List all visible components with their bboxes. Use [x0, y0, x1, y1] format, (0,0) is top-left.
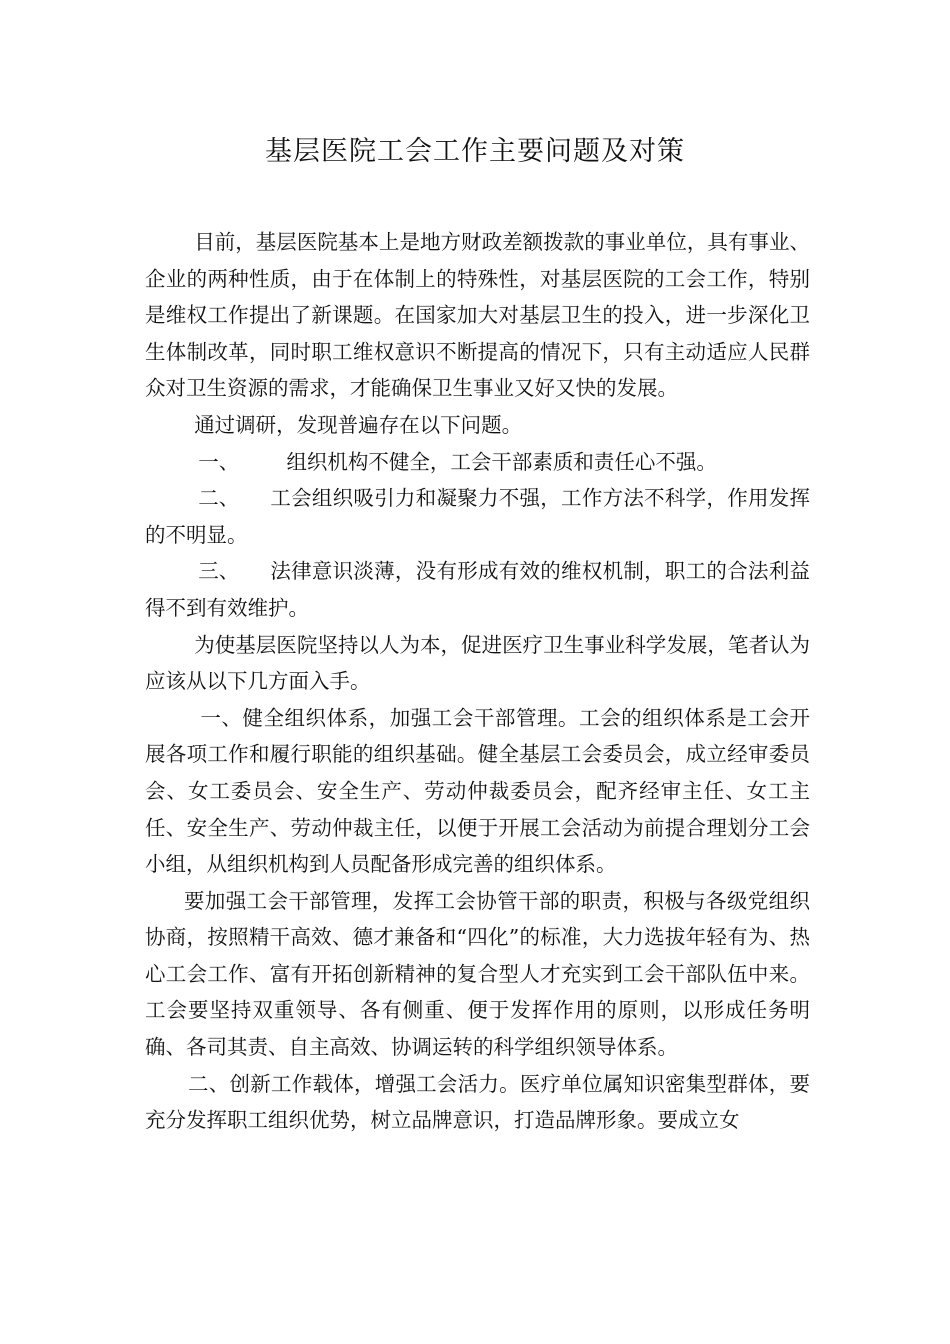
problem-number: 一、 — [198, 449, 240, 474]
problem-text: 组织机构不健全，工会干部素质和责任心不强。 — [286, 449, 717, 474]
problem-item-1 — [145, 444, 810, 481]
measure-2-paragraph: 二、创新工作载体，增强工会活力。医疗单位属知识密集型群体，要充分发挥职工组织优势，树立品牌意识，打造品牌形象。要成立女 — [145, 1071, 810, 1133]
problem-number: 三、 — [198, 559, 240, 584]
document-title: 基层医院工会工作主要问题及对策 — [265, 136, 685, 167]
survey-paragraph: 通过调研，发现普遍存在以下问题。 — [194, 412, 523, 437]
cadre-management-paragraph: 要加强工会干部管理，发挥工会协管干部的职责，积极与各级党组织协商，按照精干高效、德才兼备和“四化”的标准，大力选拔年轻有为、热心工会工作、富有开拓创新精神的复合型人才充实到工会干部队伍中来。工会要坚持双重领导、各有侧重、便于发挥作用的原则，以形成任务明确、各司其责、自主高效、协调运转的科学组织领导体系。 — [145, 888, 810, 1060]
intro-paragraph: 目前，基层医院基本上是地方财政差额拨款的事业单位，具有事业、企业的两种性质，由于在体制上的特殊性，对基层医院的工会工作，特别是维权工作提出了新课题。在国家加大对基层卫生的投入，进一步深化卫生体制改革，同时职工维权意识不断提高的情况下，只有主动适应人民群众对卫生资源的需求，才能确保卫生事业又好又快的发展。 — [145, 230, 810, 401]
problem-number: 二、 — [198, 486, 240, 511]
problem-item-3 — [145, 553, 810, 626]
problem-text: 工会组织吸引力和凝聚力不强，工作方法不科学，作用发挥的不明显。 — [145, 486, 810, 547]
problem-text: 法律意识淡薄，没有形成有效的维权机制，职工的合法利益得不到有效维护。 — [145, 559, 810, 620]
measure-1-paragraph: 一、健全组织体系，加强工会干部管理。工会的组织体系是工会开展各项工作和履行职能的组织基础。健全基层工会委员会，成立经审委员会、女工委员会、安全生产、劳动仲裁委员会，配齐经审主任、女工主任、安全生产、劳动仲裁主任，以便于开展工会活动为前提合理划分工会小组，从组织机构到人员配备形成完善的组织体系。 — [145, 705, 810, 877]
problem-item-2 — [145, 480, 810, 553]
document-body — [145, 224, 810, 1139]
approach-paragraph: 为使基层医院坚持以人为本，促进医疗卫生事业科学发展，笔者认为应该从以下几方面入手。 — [145, 632, 810, 694]
